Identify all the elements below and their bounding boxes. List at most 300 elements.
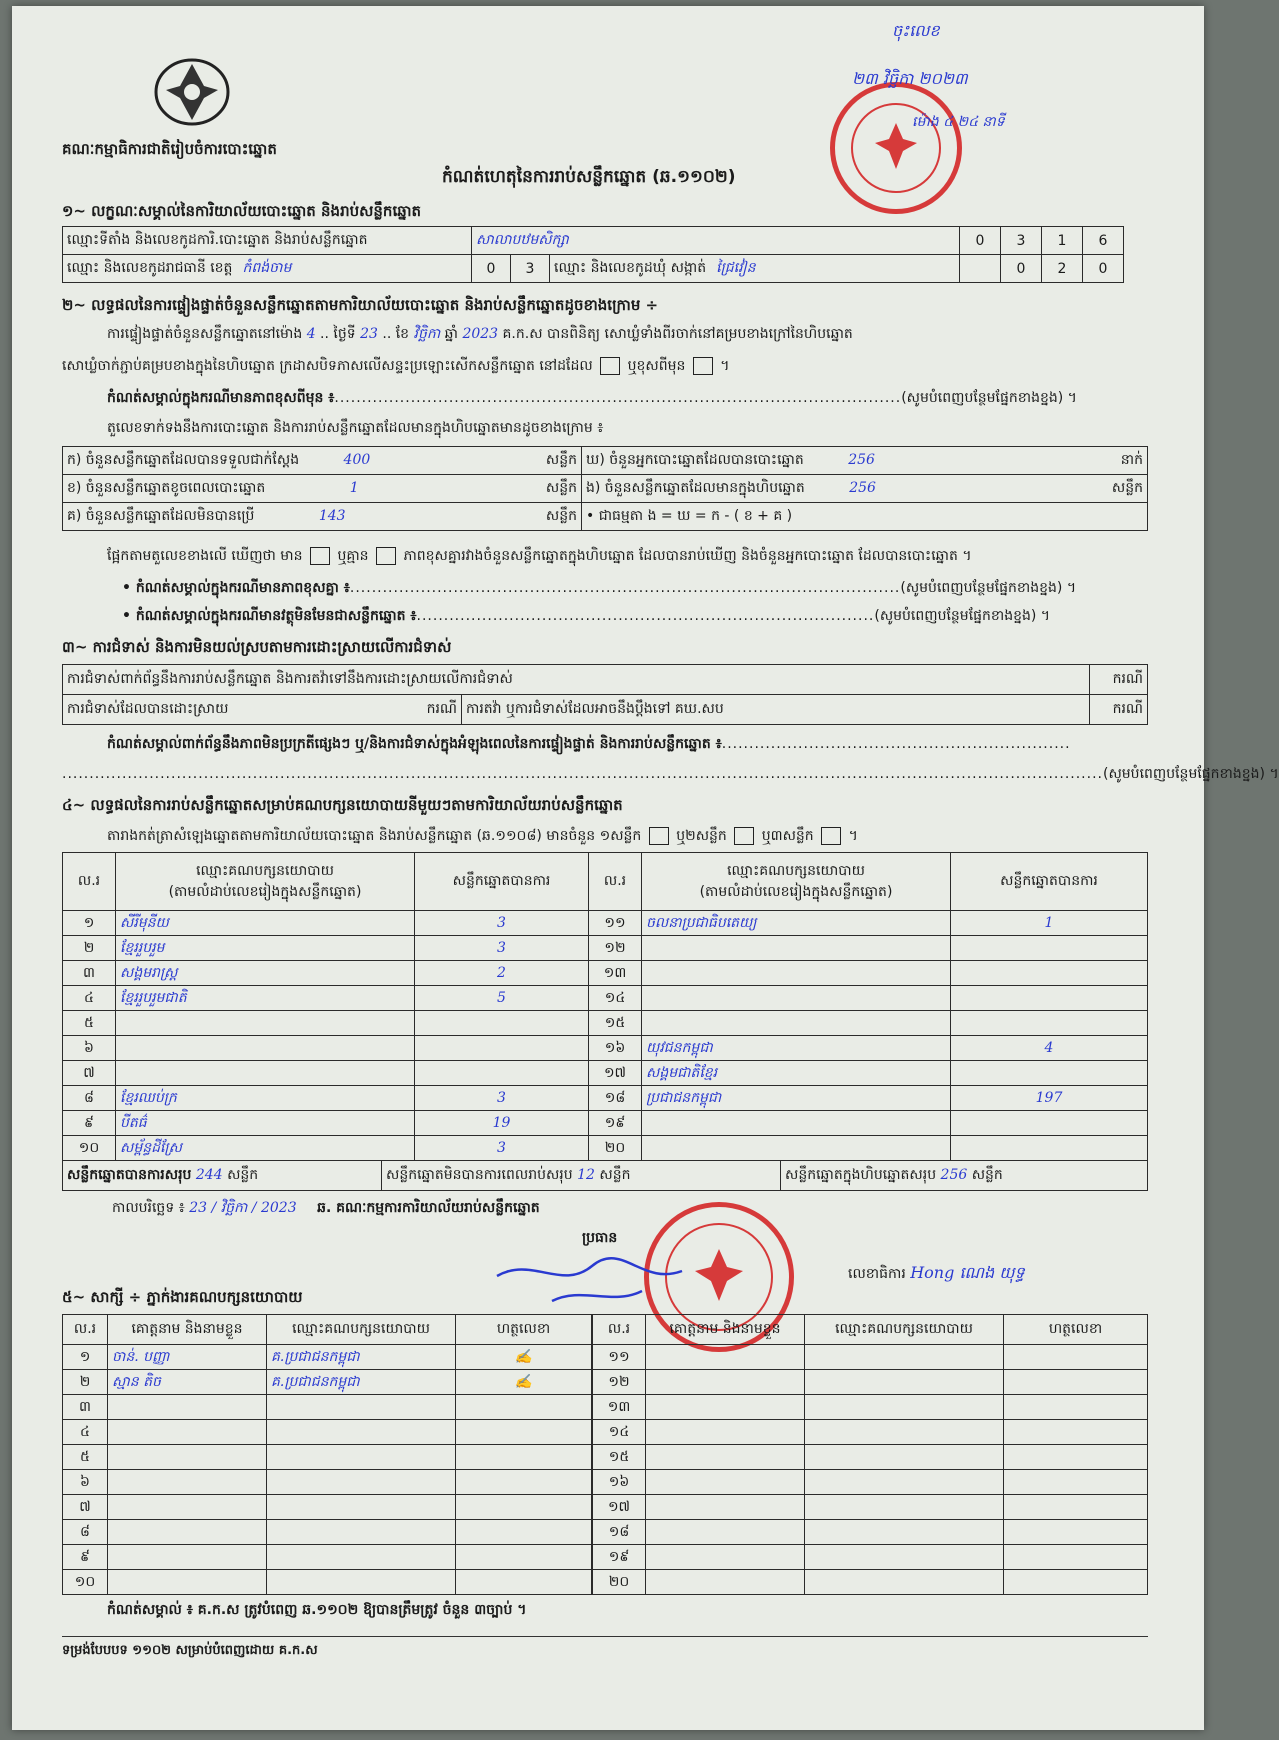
bullet-object: • កំណត់សម្គាល់ក្នុងករណីមានវត្ថុមិនមែនជាសន្លឹកឆ្នោត ៖....................................................................................(សូមបំពេញបន្ថែមផ្នែកខាងខ្នង) ។ (122, 608, 1051, 624)
count-e-label: ង) ចំនួនសន្លឹកឆ្នោតដែលមានក្នុងហិបឆ្នោត (586, 480, 805, 496)
witness-signature (1004, 1420, 1148, 1445)
province-code-1: 0 (472, 255, 511, 283)
commune-value: ជ្រៃវៀន (716, 260, 756, 276)
commune-code-2: 2 (1042, 255, 1083, 283)
section2-para1: ការផ្ទៀងផ្ទាត់ចំនួនសន្លឹកឆ្នោតនៅម៉ោង 4 .. ថ្ងៃទី 23 .. ខែ វិច្ឆិកា ឆ្នាំ 2023 គ.ក.ស បានពិនិត្យ សោឃ្លំទាំងពីរចាក់នៅគម្របខាងក្រៅនៃហិបឆ្នោត (107, 326, 853, 342)
witness-name (108, 1520, 267, 1545)
chair-label: ប្រធាន (582, 1230, 618, 1246)
results-h-party (116, 853, 415, 911)
commune-label: ឈ្មោះ និងលេខកូដឃុំ សង្កាត់ (554, 260, 707, 276)
results-summary (62, 1160, 1148, 1191)
section3-hint: (សូមបំពេញបន្ថែមផ្នែកខាងខ្នង) ។ (1103, 766, 1279, 782)
witness-row (593, 1395, 1148, 1420)
results-votes: 3 (415, 1086, 589, 1111)
same-checkbox[interactable] (600, 357, 620, 375)
official-stamp (830, 82, 962, 214)
witness-row (63, 1570, 592, 1595)
invalid-total-cell (382, 1161, 781, 1191)
witness-no: ១៦ (593, 1470, 646, 1495)
bullet-diff-text: • កំណត់សម្គាល់ក្នុងករណីមានភាពខុសគ្នា ៖ (122, 580, 350, 596)
counting-committee-label: ឆ. គណៈកម្មការការិយាល័យរាប់សន្លឹកឆ្នោត (317, 1200, 540, 1216)
witness-name (108, 1570, 267, 1595)
valid-total-unit: សន្លឹក (227, 1167, 259, 1183)
count-b-value: 1 (349, 480, 359, 496)
results-votes: 3 (415, 936, 589, 961)
section2-title: ២~ លទ្ធផលនៃការផ្ទៀងផ្ទាត់ចំនួនសន្លឹកឆ្នោតតាមការិយាល័យបោះឆ្នោត និងរាប់សន្លឹកឆ្នោតដូចខាងក្រោម ÷ (62, 296, 659, 314)
results-party: បីតធ៌ (116, 1111, 415, 1136)
witness-row (593, 1470, 1148, 1495)
count-c-label: គ) ចំនួនសន្លឹកឆ្នោតដែលមិនបានប្រើ (67, 508, 255, 524)
box-total-label: សន្លឹកឆ្នោតក្នុងហិបឆ្នោតសរុប (785, 1167, 937, 1183)
results-row (63, 961, 1148, 986)
witness-no: ៩ (63, 1545, 108, 1570)
committee-stamp-emblem-icon (693, 1247, 745, 1303)
results-h-party-sub: (តាមលំដាប់លេខរៀងក្នុងសន្លឹកឆ្នោត) (168, 883, 362, 900)
secretary-value: Hong ណេង យុទ្ធ (910, 1263, 1025, 1282)
objection-row1-case: ករណី (1090, 665, 1148, 695)
count-b-unit: សន្លឹក (545, 480, 577, 496)
witness-row (63, 1545, 592, 1570)
results-no: ៨ (63, 1086, 116, 1111)
para1-text-b: ថ្ងៃទី (333, 326, 356, 342)
results-party (642, 961, 951, 986)
witness-party (267, 1570, 456, 1595)
witness-row (593, 1370, 1148, 1395)
results-party: ខ្មែរឈប់ក្រ (116, 1086, 415, 1111)
witness-name: ស្មាន តិច (108, 1370, 267, 1395)
witness-row (63, 1395, 592, 1420)
witness-no: ៧ (63, 1495, 108, 1520)
para3-text: កំណត់សម្គាល់ក្នុងករណីមានភាពខុសពីមុន ៖ (107, 390, 335, 406)
location-code-3: 1 (1042, 227, 1083, 255)
count-d-unit: នាក់ (1120, 452, 1143, 468)
para2-or-text: ឬខុសពីមុន (627, 358, 686, 374)
witness-signature (456, 1420, 592, 1445)
results-h-party-2 (642, 853, 951, 911)
witness-party (267, 1520, 456, 1545)
results-party: ខ្មែររួបរួមជាតិ (116, 986, 415, 1011)
box-total-unit: សន្លឹក (971, 1167, 1003, 1183)
para1-text-c: ខែ (395, 326, 410, 342)
results-h-no: ល.រ (63, 853, 116, 911)
witness-name (108, 1445, 267, 1470)
section4-sub: តារាងកត់ត្រាសំឡេងឆ្នោតតាមការិយាល័យបោះឆ្នោត និងរាប់សន្លឹកឆ្នោត (ឆ.១១០៨) មានចំនួន ១សន្លឹក ឬ២សន្លឹក ឬ៣សន្លឹក ។ (107, 828, 858, 844)
results-votes: 19 (415, 1111, 589, 1136)
box-total-cell (781, 1161, 1148, 1191)
count-formula: • ជាធម្មតា ង = ឃ = ក - ( ខ + គ ) (582, 503, 1148, 531)
witness-row (593, 1545, 1148, 1570)
results-row (63, 1036, 1148, 1061)
count-d-value: 256 (848, 452, 875, 468)
witness-name (646, 1470, 805, 1495)
witness-signature (456, 1470, 592, 1495)
results-row (63, 1086, 1148, 1111)
section2-para5 (107, 546, 972, 567)
witness-no: ៤ (63, 1420, 108, 1445)
results-votes: 4 (951, 1036, 1148, 1061)
results-party (642, 1111, 951, 1136)
results-no: ៦ (63, 1036, 116, 1061)
witness-row (593, 1520, 1148, 1545)
section2-para3: កំណត់សម្គាល់ក្នុងករណីមានភាពខុសពីមុន ៖........................................................................................................(សូមបំពេញបន្ថែមផ្នែកខាងខ្នង) ។ (107, 390, 1077, 406)
objection-resolved-label: ការជំទាស់ដែលបានដោះស្រាយ (67, 701, 229, 717)
three-sheet-checkbox[interactable] (821, 827, 841, 845)
witness-signature (1004, 1395, 1148, 1420)
witness-party (267, 1470, 456, 1495)
invalid-total-value: 12 (577, 1167, 595, 1183)
witness-party (805, 1445, 1004, 1470)
done-date-label: កាលបរិច្ឆេទ ៖ (112, 1200, 185, 1216)
section5-note: កំណត់សម្គាល់ ៖ គ.ក.ស ត្រូវបំពេញ ឆ.១១០២ ឱ្យបានត្រឹមត្រូវ ចំនួន ៣ច្បាប់ ។ (107, 1602, 527, 1618)
section4-sub-text: តារាងកត់ត្រាសំឡេងឆ្នោតតាមការិយាល័យបោះឆ្នោត និងរាប់សន្លឹកឆ្នោត (ឆ.១១០៨) មានចំនួន ១សន្លឹក (107, 828, 642, 844)
results-party: ខ្មែររួបរួម (116, 936, 415, 961)
para5-text-a: ផ្អែកតាមតួលេខខាងលើ ឃើញថា មាន (107, 548, 303, 564)
results-h-votes-2: សន្លឹកឆ្នោតបានការ (951, 853, 1148, 911)
count-c-unit: សន្លឹក (545, 508, 577, 524)
form-footer: ទម្រង់បែបបទ ១១០២ សម្រាប់បំពេញដោយ គ.ក.ស (62, 1643, 318, 1658)
results-no: ២ (63, 936, 116, 961)
witness-row (63, 1470, 592, 1495)
witness-party (267, 1420, 456, 1445)
witness-name: ចាន់. បញ្ញា (108, 1345, 267, 1370)
count-c-value: 143 (318, 508, 346, 524)
day-value: 23 (360, 326, 378, 342)
results-votes (951, 1011, 1148, 1036)
stamp-date: ២៣ វិច្ឆិកា ២០២៣ (852, 69, 968, 88)
results-votes: 197 (951, 1086, 1148, 1111)
objection-row1-label: ការជំទាស់ពាក់ព័ន្ធនឹងការរាប់សន្លឹកឆ្នោត និងការតវ៉ាទៅនឹងការដោះស្រាយលើការជំទាស់ (63, 665, 1090, 695)
para1-text-d: ឆ្នាំ (444, 326, 458, 342)
three-sheet-text: ឬ៣សន្លឹក (761, 828, 814, 844)
results-no: ១៥ (589, 1011, 642, 1036)
witness-party (805, 1345, 1004, 1370)
witness-signature (1004, 1520, 1148, 1545)
location-code-2: 3 (1001, 227, 1042, 255)
valid-total-label: សន្លឹកឆ្នោតបានការសរុប (67, 1167, 192, 1183)
results-no: ៣ (63, 961, 116, 986)
witness-signature: ✍ (456, 1345, 592, 1370)
form-title: កំណត់ហេតុនៃការរាប់សន្លឹកឆ្នោត (ឆ.១១០២) (442, 167, 736, 187)
objection-appeal-case: ករណី (1090, 695, 1148, 725)
witness-no: ២ (63, 1370, 108, 1395)
results-votes (951, 1111, 1148, 1136)
province-code-2: 3 (511, 255, 550, 283)
witness-h-name: គោត្តនាម និងនាមខ្លួន (108, 1315, 267, 1345)
section3-title: ៣~ ការជំទាស់ និងការមិនយល់ស្របតាមការដោះស្រាយលើការជំទាស់ (62, 638, 452, 656)
witness-h-no-2: ល.រ (593, 1315, 646, 1345)
results-votes: 2 (415, 961, 589, 986)
section3-note2: ...............................................................................................................................................................................................(សូមបំពេញបន្ថែមផ្នែកខាងខ្នង) ។ (62, 766, 1279, 782)
results-row (63, 1136, 1148, 1161)
results-votes (415, 1036, 589, 1061)
witness-party (805, 1420, 1004, 1445)
para5-text-c: ភាពខុសគ្នារវាងចំនួនសន្លឹកឆ្នោតក្នុងហិបឆ្នោត ដែលបានរាប់ឃើញ និងចំនួនអ្នកបោះឆ្នោត ដែលបានបោះឆ្នោត ។ (403, 548, 972, 564)
results-party (116, 1011, 415, 1036)
para3-hint: (សូមបំពេញបន្ថែមផ្នែកខាងខ្នង) ។ (901, 390, 1077, 406)
count-d-label: ឃ) ចំនួនអ្នកបោះឆ្នោតដែលបានបោះឆ្នោត (586, 452, 804, 468)
witness-no: ១៨ (593, 1520, 646, 1545)
witness-signature: ✍ (456, 1370, 592, 1395)
witness-signature (1004, 1470, 1148, 1495)
bullet-object-hint: (សូមបំពេញបន្ថែមផ្នែកខាងខ្នង) ។ (874, 608, 1051, 624)
results-votes (951, 1061, 1148, 1086)
results-votes (951, 936, 1148, 961)
location-label: ឈ្មោះទីតាំង និងលេខកូដការិ.បោះឆ្នោត និងរាប់សន្លឹកឆ្នោត (63, 227, 472, 255)
witness-party: គ.ប្រជាជនកម្ពុជា (267, 1345, 456, 1370)
witness-signature (1004, 1345, 1148, 1370)
results-votes: 1 (951, 911, 1148, 936)
month-value: វិច្ឆិកា (413, 326, 441, 342)
witness-signature (1004, 1495, 1148, 1520)
count-e-value: 256 (849, 480, 876, 496)
results-party (116, 1036, 415, 1061)
province-label-text: ឈ្មោះ និងលេខកូដរាជធានី ខេត្ត (67, 260, 233, 276)
witness-no: ១៤ (593, 1420, 646, 1445)
witness-h-party: ឈ្មោះគណបក្សនយោបាយ (267, 1315, 456, 1345)
stamp-time: ម៉ោង ៤ ២៤ នាទី (912, 114, 1005, 130)
witness-party (805, 1545, 1004, 1570)
witness-no: ៦ (63, 1470, 108, 1495)
valid-total-cell (63, 1161, 382, 1191)
count-e-unit: សន្លឹក (1111, 480, 1143, 496)
year-value: 2023 (462, 326, 499, 342)
results-party: ប្រជាជនកម្ពុជា (642, 1086, 951, 1111)
witness-table-right (592, 1314, 1148, 1595)
witness-signature (456, 1495, 592, 1520)
objection-table (62, 664, 1148, 725)
secretary-line (848, 1262, 1025, 1286)
results-party: សម្ព័ន្ធដីស្រែ (116, 1136, 415, 1161)
witness-h-sign-2: ហត្ថលេខា (1004, 1315, 1148, 1345)
results-row (63, 1011, 1148, 1036)
witness-row (593, 1445, 1148, 1470)
witness-name (108, 1545, 267, 1570)
witness-no: ២០ (593, 1570, 646, 1595)
location-code-4: 6 (1083, 227, 1124, 255)
para2-text: សោឃ្លំចាក់ភ្ជាប់គម្របខាងក្នុងនៃហិបឆ្នោត ក្រដាសបិទភាសលើសន្ទះប្រឡោះសើកសន្លឹកឆ្នោត នៅដដែល (62, 358, 593, 374)
witness-h-no: ល.រ (63, 1315, 108, 1345)
two-sheet-checkbox[interactable] (734, 827, 754, 845)
witness-h-name-2: គោត្តនាម និងនាមខ្លួន (646, 1315, 805, 1345)
witness-name (646, 1570, 805, 1595)
count-a-unit: សន្លឹក (545, 452, 577, 468)
results-votes: 5 (415, 986, 589, 1011)
location-code-1: 0 (960, 227, 1001, 255)
results-votes (951, 986, 1148, 1011)
results-h-party-text-2: ឈ្មោះគណបក្សនយោបាយ (727, 862, 865, 879)
witness-name (108, 1470, 267, 1495)
witness-party (805, 1520, 1004, 1545)
no-diff-checkbox[interactable] (376, 547, 396, 565)
witness-h-sign: ហត្ថលេខា (456, 1315, 592, 1345)
results-h-party-text: ឈ្មោះគណបក្សនយោបាយ (196, 862, 334, 879)
witness-signature (456, 1395, 592, 1420)
results-no: ១៨ (589, 1086, 642, 1111)
invalid-total-unit: សន្លឹក (599, 1167, 631, 1183)
results-no: ១៤ (589, 986, 642, 1011)
witness-no: ១០ (63, 1570, 108, 1595)
witness-party (805, 1495, 1004, 1520)
results-votes (951, 961, 1148, 986)
section3-note-text: កំណត់សម្គាល់ពាក់ព័ន្ធនឹងភាពមិនប្រក្រតីផ្សេងៗ ឬ/និងការជំទាស់ក្នុងអំឡុងពេលនៃការផ្ទៀងផ្ទាត់ និងការរាប់សន្លឹកឆ្នោត ៖ (107, 736, 722, 752)
witness-no: ១៧ (593, 1495, 646, 1520)
witness-row (63, 1370, 592, 1395)
section5-title: ៥~ សាក្សី ÷ ភ្នាក់ងារគណបក្សនយោបាយ (62, 1288, 303, 1306)
witness-no: ៥ (63, 1445, 108, 1470)
witness-name (646, 1395, 805, 1420)
results-no: ១៦ (589, 1036, 642, 1061)
witness-row (63, 1345, 592, 1370)
witness-signature (456, 1570, 592, 1595)
witness-name (108, 1395, 267, 1420)
nec-logo-icon (152, 56, 232, 128)
count-b (63, 475, 582, 503)
witness-no: ១៥ (593, 1445, 646, 1470)
results-votes (415, 1011, 589, 1036)
secretary-label: លេខាធិការ (848, 1266, 906, 1282)
results-h-votes: សន្លឹកឆ្នោតបានការ (415, 853, 589, 911)
results-votes: 3 (415, 911, 589, 936)
count-c (63, 503, 582, 531)
bullet-object-text: • កំណត់សម្គាល់ក្នុងករណីមានវត្ថុមិនមែនជាសន្លឹកឆ្នោត ៖ (122, 608, 417, 624)
results-votes: 3 (415, 1136, 589, 1161)
witness-name (646, 1445, 805, 1470)
witness-party (267, 1495, 456, 1520)
count-e (582, 475, 1148, 503)
para1-text-e: គ.ក.ស បានពិនិត្យ សោឃ្លំទាំងពីរចាក់នៅគម្របខាងក្រៅនៃហិបឆ្នោត (502, 326, 853, 342)
count-d (582, 447, 1148, 475)
witness-party (267, 1545, 456, 1570)
commune-code-1: 0 (1001, 255, 1042, 283)
witness-row (63, 1520, 592, 1545)
objection-appeal-label: ការតវ៉ា ឬការជំទាស់ដែលអាចនឹងប្តឹងទៅ គឃ.សប (462, 695, 1090, 725)
section1-title: ១~ លក្ខណៈសម្គាល់នៃការិយាល័យបោះឆ្នោត និងរាប់សន្លឹកឆ្នោត (62, 202, 422, 220)
witness-party (805, 1570, 1004, 1595)
witness-signature (1004, 1570, 1148, 1595)
results-party (116, 1061, 415, 1086)
witness-signature (1004, 1370, 1148, 1395)
witness-row (593, 1420, 1148, 1445)
witness-row (593, 1345, 1148, 1370)
witness-no: ១១ (593, 1345, 646, 1370)
witness-party (267, 1395, 456, 1420)
witness-name (646, 1520, 805, 1545)
results-party (642, 1011, 951, 1036)
witness-name (108, 1420, 267, 1445)
witness-table-left (62, 1314, 592, 1595)
witness-signature (456, 1520, 592, 1545)
witness-name (646, 1420, 805, 1445)
count-a-label: ក) ចំនួនសន្លឹកឆ្នោតដែលបានទទួលជាក់ស្តែង (67, 452, 300, 468)
witness-no: ៨ (63, 1520, 108, 1545)
commune-cell (550, 255, 960, 283)
witness-party (267, 1445, 456, 1470)
witness-no: ១៣ (593, 1395, 646, 1420)
chair-signature (492, 1246, 692, 1320)
section2-para4: តួលេខទាក់ទងនឹងការបោះឆ្នោត និងការរាប់សន្លឹកឆ្នោតដែលមានក្នុងហិបឆ្នោតមានដូចខាងក្រោម ៖ (107, 420, 604, 436)
results-row (63, 1111, 1148, 1136)
witness-signature (1004, 1445, 1148, 1470)
results-no: ៥ (63, 1011, 116, 1036)
yes-diff-checkbox[interactable] (310, 547, 330, 565)
committee-name: គណៈកម្មាធិការជាតិរៀបចំការបោះឆ្នោត (62, 140, 277, 158)
results-party: ចលនាប្រជាធិបតេយ្យ (642, 911, 951, 936)
done-date-line (112, 1198, 540, 1219)
results-h-no-2: ល.រ (589, 853, 642, 911)
witness-name (646, 1370, 805, 1395)
results-no: ១៩ (589, 1111, 642, 1136)
results-no: ១៧ (589, 1061, 642, 1086)
objection-resolved-cell (63, 695, 462, 725)
bullet-diff-hint: (សូមបំពេញបន្ថែមផ្នែកខាងខ្នង) ។ (900, 580, 1077, 596)
witness-no: ១ (63, 1345, 108, 1370)
witness-party (805, 1395, 1004, 1420)
location-value: សាលាបឋមសិក្សា (472, 227, 960, 255)
count-b-label: ខ) ចំនួនសន្លឹកឆ្នោតខូចពេលបោះឆ្នោត (67, 480, 266, 496)
section3-note: កំណត់សម្គាល់ពាក់ព័ន្ធនឹងភាពមិនប្រក្រតីផ្សេងៗ ឬ/និងការជំទាស់ក្នុងអំឡុងពេលនៃការផ្ទៀងផ្ទាត់ និងការរាប់សន្លឹកឆ្នោត ៖................................................................ (107, 736, 1071, 752)
witness-party: គ.ប្រជាជនកម្ពុជា (267, 1370, 456, 1395)
results-party: សីរីមុនីយ (116, 911, 415, 936)
different-checkbox[interactable] (693, 357, 713, 375)
witness-party (805, 1370, 1004, 1395)
results-no: ៤ (63, 986, 116, 1011)
results-party (642, 936, 951, 961)
count-table (62, 446, 1148, 531)
invalid-total-label: សន្លឹកឆ្នោតមិនបានការពេលរាប់សរុប (386, 1167, 573, 1183)
footer-divider (62, 1636, 1148, 1637)
results-party: សង្គមជាតិខ្មែរ (642, 1061, 951, 1086)
bullet-diff: • កំណត់សម្គាល់ក្នុងករណីមានភាពខុសគ្នា ៖.....................................................................................................(សូមបំពេញបន្ថែមផ្នែកខាងខ្នង) ។ (122, 580, 1077, 596)
results-row (63, 911, 1148, 936)
results-no: ១០ (63, 1136, 116, 1161)
count-a (63, 447, 582, 475)
witness-no: ៣ (63, 1395, 108, 1420)
witness-signature (1004, 1545, 1148, 1570)
results-row (63, 986, 1148, 1011)
hour-value: 4 (306, 326, 316, 342)
results-votes (951, 1136, 1148, 1161)
results-row (63, 936, 1148, 961)
witness-name (646, 1545, 805, 1570)
results-row (63, 1061, 1148, 1086)
results-table (62, 852, 1148, 1161)
section4-title: ៤~ លទ្ធផលនៃការរាប់សន្លឹកឆ្នោតសម្រាប់គណបក្សនយោបាយនីមួយៗតាមការិយាល័យរាប់សន្លឹកឆ្នោត (62, 796, 623, 814)
witness-row (63, 1420, 592, 1445)
results-no: ៧ (63, 1061, 116, 1086)
witness-no: ១២ (593, 1370, 646, 1395)
results-votes (415, 1061, 589, 1086)
results-party: យុវជនកម្ពុជា (642, 1036, 951, 1061)
one-sheet-checkbox[interactable] (649, 827, 669, 845)
box-total-value: 256 (940, 1167, 968, 1183)
witness-signature (456, 1445, 592, 1470)
witness-name (646, 1495, 805, 1520)
province-label (63, 255, 472, 283)
results-no: ១២ (589, 936, 642, 961)
section1-table (62, 226, 1124, 283)
stamp-number: ចុះលេខ (892, 21, 940, 40)
witness-row (63, 1445, 592, 1470)
witness-party (805, 1470, 1004, 1495)
witness-signature (456, 1545, 592, 1570)
form-page (12, 6, 1279, 1730)
results-no: ១៣ (589, 961, 642, 986)
witness-row (593, 1495, 1148, 1520)
para1-text-a: ការផ្ទៀងផ្ទាត់ចំនួនសន្លឹកឆ្នោតនៅម៉ោង (107, 326, 303, 342)
province-value: កំពង់ចាម (242, 260, 292, 276)
results-party (642, 1136, 951, 1161)
two-sheet-text: ឬ២សន្លឹក (676, 828, 727, 844)
